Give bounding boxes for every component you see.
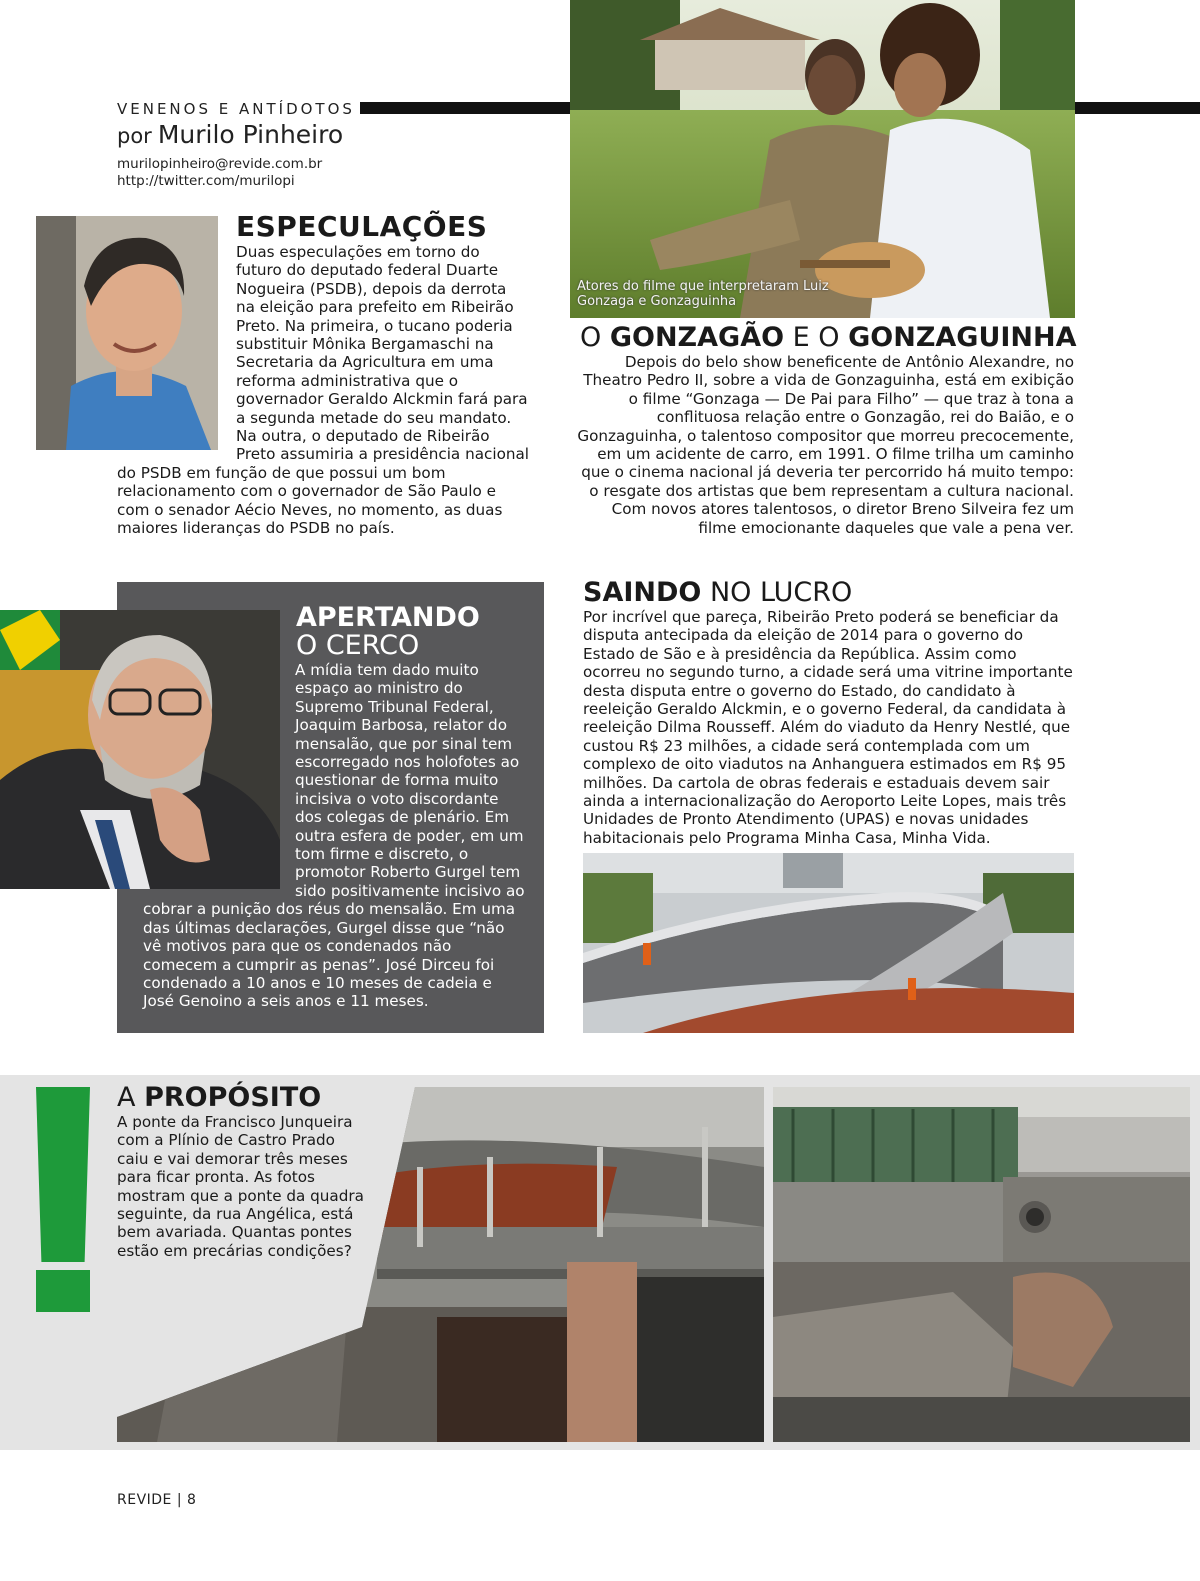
cerco-heading (296, 604, 480, 660)
proposito-heading-part: A (117, 1082, 145, 1113)
especulacoes-body: Duas especulações em torno do futuro do deputado federal Duarte Nogueira (PSDB), depois da derrota na eleição para prefeito em Ribeirão Preto. Na primeira, o tucano poderia substituir Mônika Bergamaschi na Secretaria da Agricultura em uma reforma administrativa que o governador Geraldo Alckmin fará para a segunda metade do seu mandato. Na outra, o deputado de Ribeirão Preto assumiria a presidência nacional do PSDB em função de que possui um bom relacionamento com o governador de São Paulo e com o senador Aécio Neves, no momento, as duas maiores lideranças do PSDB no país. (117, 243, 530, 538)
proposito-body: A ponte da Francisco Junqueira com a Plínio de Castro Prado caiu e vai demorar três meses para ficar pronta. As fotos mostram que a ponte da quadra seguinte, da rua Angélica, está bem avariada. Quantas pontes estão em precárias condições? (117, 1113, 364, 1260)
proposito-heading (117, 1082, 321, 1113)
gonzagao-heading-part: E O (784, 322, 849, 353)
header-rule-right (1075, 102, 1200, 114)
cerco-article (143, 661, 526, 1011)
lucro-body: Por incrível que pareça, Ribeirão Preto poderá se beneficiar da disputa antecipada da eleição de 2014 para o governo do Estado de São e à presidência da República. Assim como ocorreu no segundo turno, a cidade será uma vitrine importante desta disputa entre o governo do Estado, do candidato à reeleição Geraldo Alckmin, e o governo Federal, da candidata à reeleição Dilma Rousseff. Além do viaduto da Henry Nestlé, que custou R$ 23 milhões, a cidade será contemplada com um complexo de oito viadutos na Anhanguera estimados em R$ 95 milhões. Da cartola de obras federais e estaduais devem sair ainda a internacionalização do Aeroporto Leite Lopes, mais três Unidades de Pronto Atendimento (UPAS) e novas unidades habitacionais pelo Programa Minha Casa, Minha Vida. (583, 608, 1073, 847)
gonzagao-heading (580, 322, 1075, 353)
damaged-bridge-photo (773, 1087, 1190, 1442)
header-rule-left (360, 102, 572, 114)
gonzagao-heading-part: GONZAGUINHA (848, 322, 1077, 353)
page-footer: REVIDE | 8 (117, 1492, 197, 1508)
especulacoes-heading: ESPECULAÇÕES (236, 210, 488, 243)
author-twitter[interactable]: http://twitter.com/murilopi (117, 173, 295, 189)
especulacoes-article (117, 243, 529, 538)
cerco-heading-line-1: APERTANDO (296, 602, 480, 633)
byline-prefix: por (117, 124, 152, 148)
exclamation-icon (36, 1087, 90, 1262)
proposito-heading-part: PROPÓSITO (144, 1082, 322, 1113)
photo-wrap-space (143, 661, 295, 891)
column-kicker: VENENOS E ANTÍDOTOS (117, 100, 355, 118)
byline (117, 120, 343, 149)
cerco-body: A mídia tem dado muito espaço ao ministro do Supremo Tribunal Federal, Joaquim Barbosa, relator do mensalão, que por sinal tem escorregado nos holofotes ao questionar de forma muito incisiva o voto discordante dos colegas de plenário. Em outra esfera de poder, em um tom firme e discreto, o promotor Roberto Gurgel tem sido positivamente incisivo ao cobrar a punição dos réus do mensalão. Em uma das últimas declarações, Gurgel disse que “não vê motivos para que os condenados não comecem a cumprir as penas”. José Dirceu foi condenado a 10 anos e 10 meses de cadeia e José Genoino a seis anos e 11 meses. (143, 661, 525, 1011)
gonzagao-heading-part: O (580, 322, 610, 353)
viaduct-photo (583, 853, 1074, 1033)
gonzagao-heading-part: GONZAGÃO (609, 322, 785, 353)
author-email[interactable]: murilopinheiro@revide.com.br (117, 156, 323, 172)
film-photo-caption: Atores do filme que interpretaram Luiz Gonzaga e Gonzaguinha (577, 279, 829, 309)
cerco-heading-line-2: O CERCO (296, 630, 420, 661)
exclamation-gap (36, 1262, 90, 1270)
photo-wrap-space (117, 243, 236, 448)
author-contact (117, 156, 322, 190)
lucro-heading (583, 577, 852, 608)
gonzagao-body: Depois do belo show beneficente de Antônio Alexandre, no Theatro Pedro II, sobre a vida de Gonzaguinha, está em exibição o filme “Gonzaga — De Pai para Filho” — que traz à tona a conflituosa relação entre o Gonzagão, rei do Baião, e o Gonzaguinha, o talentoso compositor que morreu precocemente, em um acidente de carro, em 1991. O filme trilha um caminho que o cinema nacional já deveria ter percorrido há muito tempo: o resgate dos artistas que bem representam a cultura nacional. Com novos atores talentosos, o diretor Breno Silveira fez um filme emocionante daqueles que vale a pena ver. (577, 353, 1074, 537)
lucro-heading-part: SAINDO (583, 577, 702, 608)
film-actors-photo (570, 0, 1075, 318)
author-name: Murilo Pinheiro (157, 120, 344, 149)
lucro-heading-part: NO LUCRO (701, 577, 853, 608)
